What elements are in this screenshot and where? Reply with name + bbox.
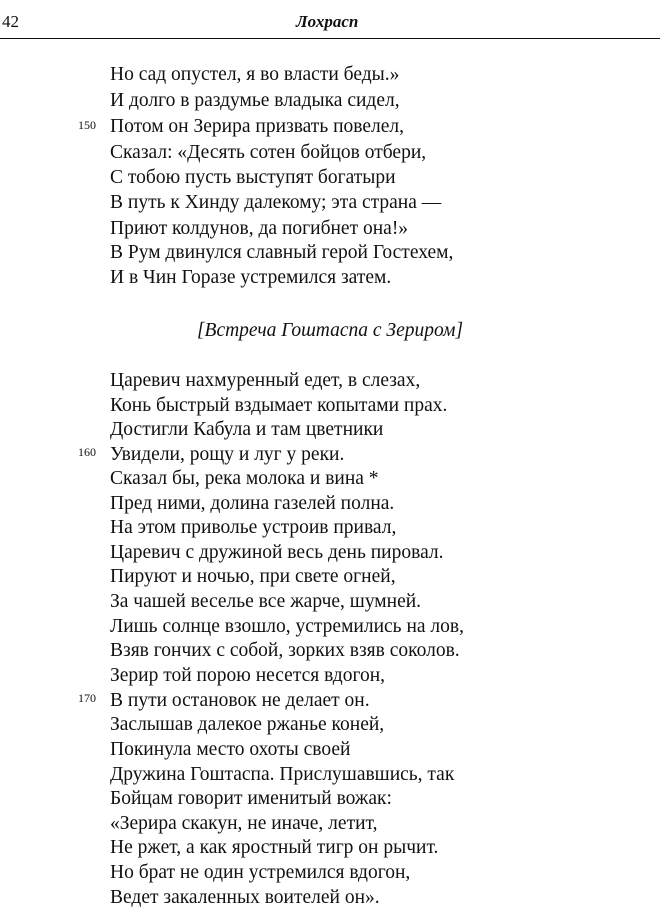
section-heading: [Встреча Гоштаспа с Зериром] <box>196 320 464 341</box>
verse-line: В пути остановок не делает он. <box>110 690 370 711</box>
verse-line: Потом он Зерира призвать повелел, <box>110 116 405 137</box>
verse-line: Конь быстрый вздымает копытами прах. <box>110 395 448 416</box>
line-number-160: 160 <box>78 445 96 459</box>
verse-line: Не ржет, а как яростный тигр он рычит. <box>110 837 439 858</box>
verse-line: Пируют и ночью, при свете огней, <box>110 566 396 587</box>
page-header <box>0 0 668 42</box>
verse-line: Достигли Кабула и там цветники <box>110 419 384 440</box>
verse-line: Бойцам говорит именитый вожак: <box>110 788 392 809</box>
verse-line: Но брат не один устремился вдогон, <box>110 862 411 883</box>
running-title: Лохрасп <box>296 12 359 31</box>
verse-line: С тобою пусть выступят богатыри <box>110 167 396 188</box>
verse-line: Дружина Гоштаспа. Прислушавшись, так <box>110 764 455 785</box>
verse-line: Царевич нахмуренный едет, в слезах, <box>110 370 421 391</box>
verse-line: И в Чин Горазе устремился затем. <box>110 267 392 288</box>
verse-line: Увидели, рощу и луг у реки. <box>110 444 345 465</box>
verse-line: Зерир той порою несется вдогон, <box>110 665 386 686</box>
line-number-170: 170 <box>78 691 96 705</box>
verse-line: Пред ними, долина газелей полна. <box>110 493 395 514</box>
verse-line: Ведет закаленных воителей он». <box>110 887 380 908</box>
verse-line: И долго в раздумье владыка сидел, <box>110 90 400 111</box>
verse-line: Сказал бы, река молока и вина * <box>110 468 379 489</box>
header-rule <box>0 38 660 39</box>
verse-line: В Рум двинулся славный герой Гостехем, <box>110 242 454 263</box>
verse-line: «Зерира скакун, не иначе, летит, <box>110 813 378 834</box>
verse-line: Приют колдунов, да погибнет она!» <box>110 218 409 239</box>
verse-line: На этом приволье устроив привал, <box>110 517 397 538</box>
page-number: 42 <box>2 12 19 31</box>
verse-line: Покинула место охоты своей <box>110 739 351 760</box>
verse-line: Заслышав далекое ржанье коней, <box>110 714 385 735</box>
line-number-150: 150 <box>78 118 96 132</box>
verse-line: Лишь солнце взошло, устремились на лов, <box>110 616 464 637</box>
verse-line: Взяв гончих с собой, зорких взяв соколов. <box>110 640 460 661</box>
verse-line: Сказал: «Десять сотен бойцов отбери, <box>110 142 427 163</box>
verse-line: Но сад опустел, я во власти беды.» <box>110 64 400 85</box>
verse-line: Царевич с дружиной весь день пировал. <box>110 542 444 563</box>
verse-line: В путь к Хинду далекому; эта страна — <box>110 192 442 213</box>
verse-line: За чашей веселье все жарче, шумней. <box>110 591 422 612</box>
